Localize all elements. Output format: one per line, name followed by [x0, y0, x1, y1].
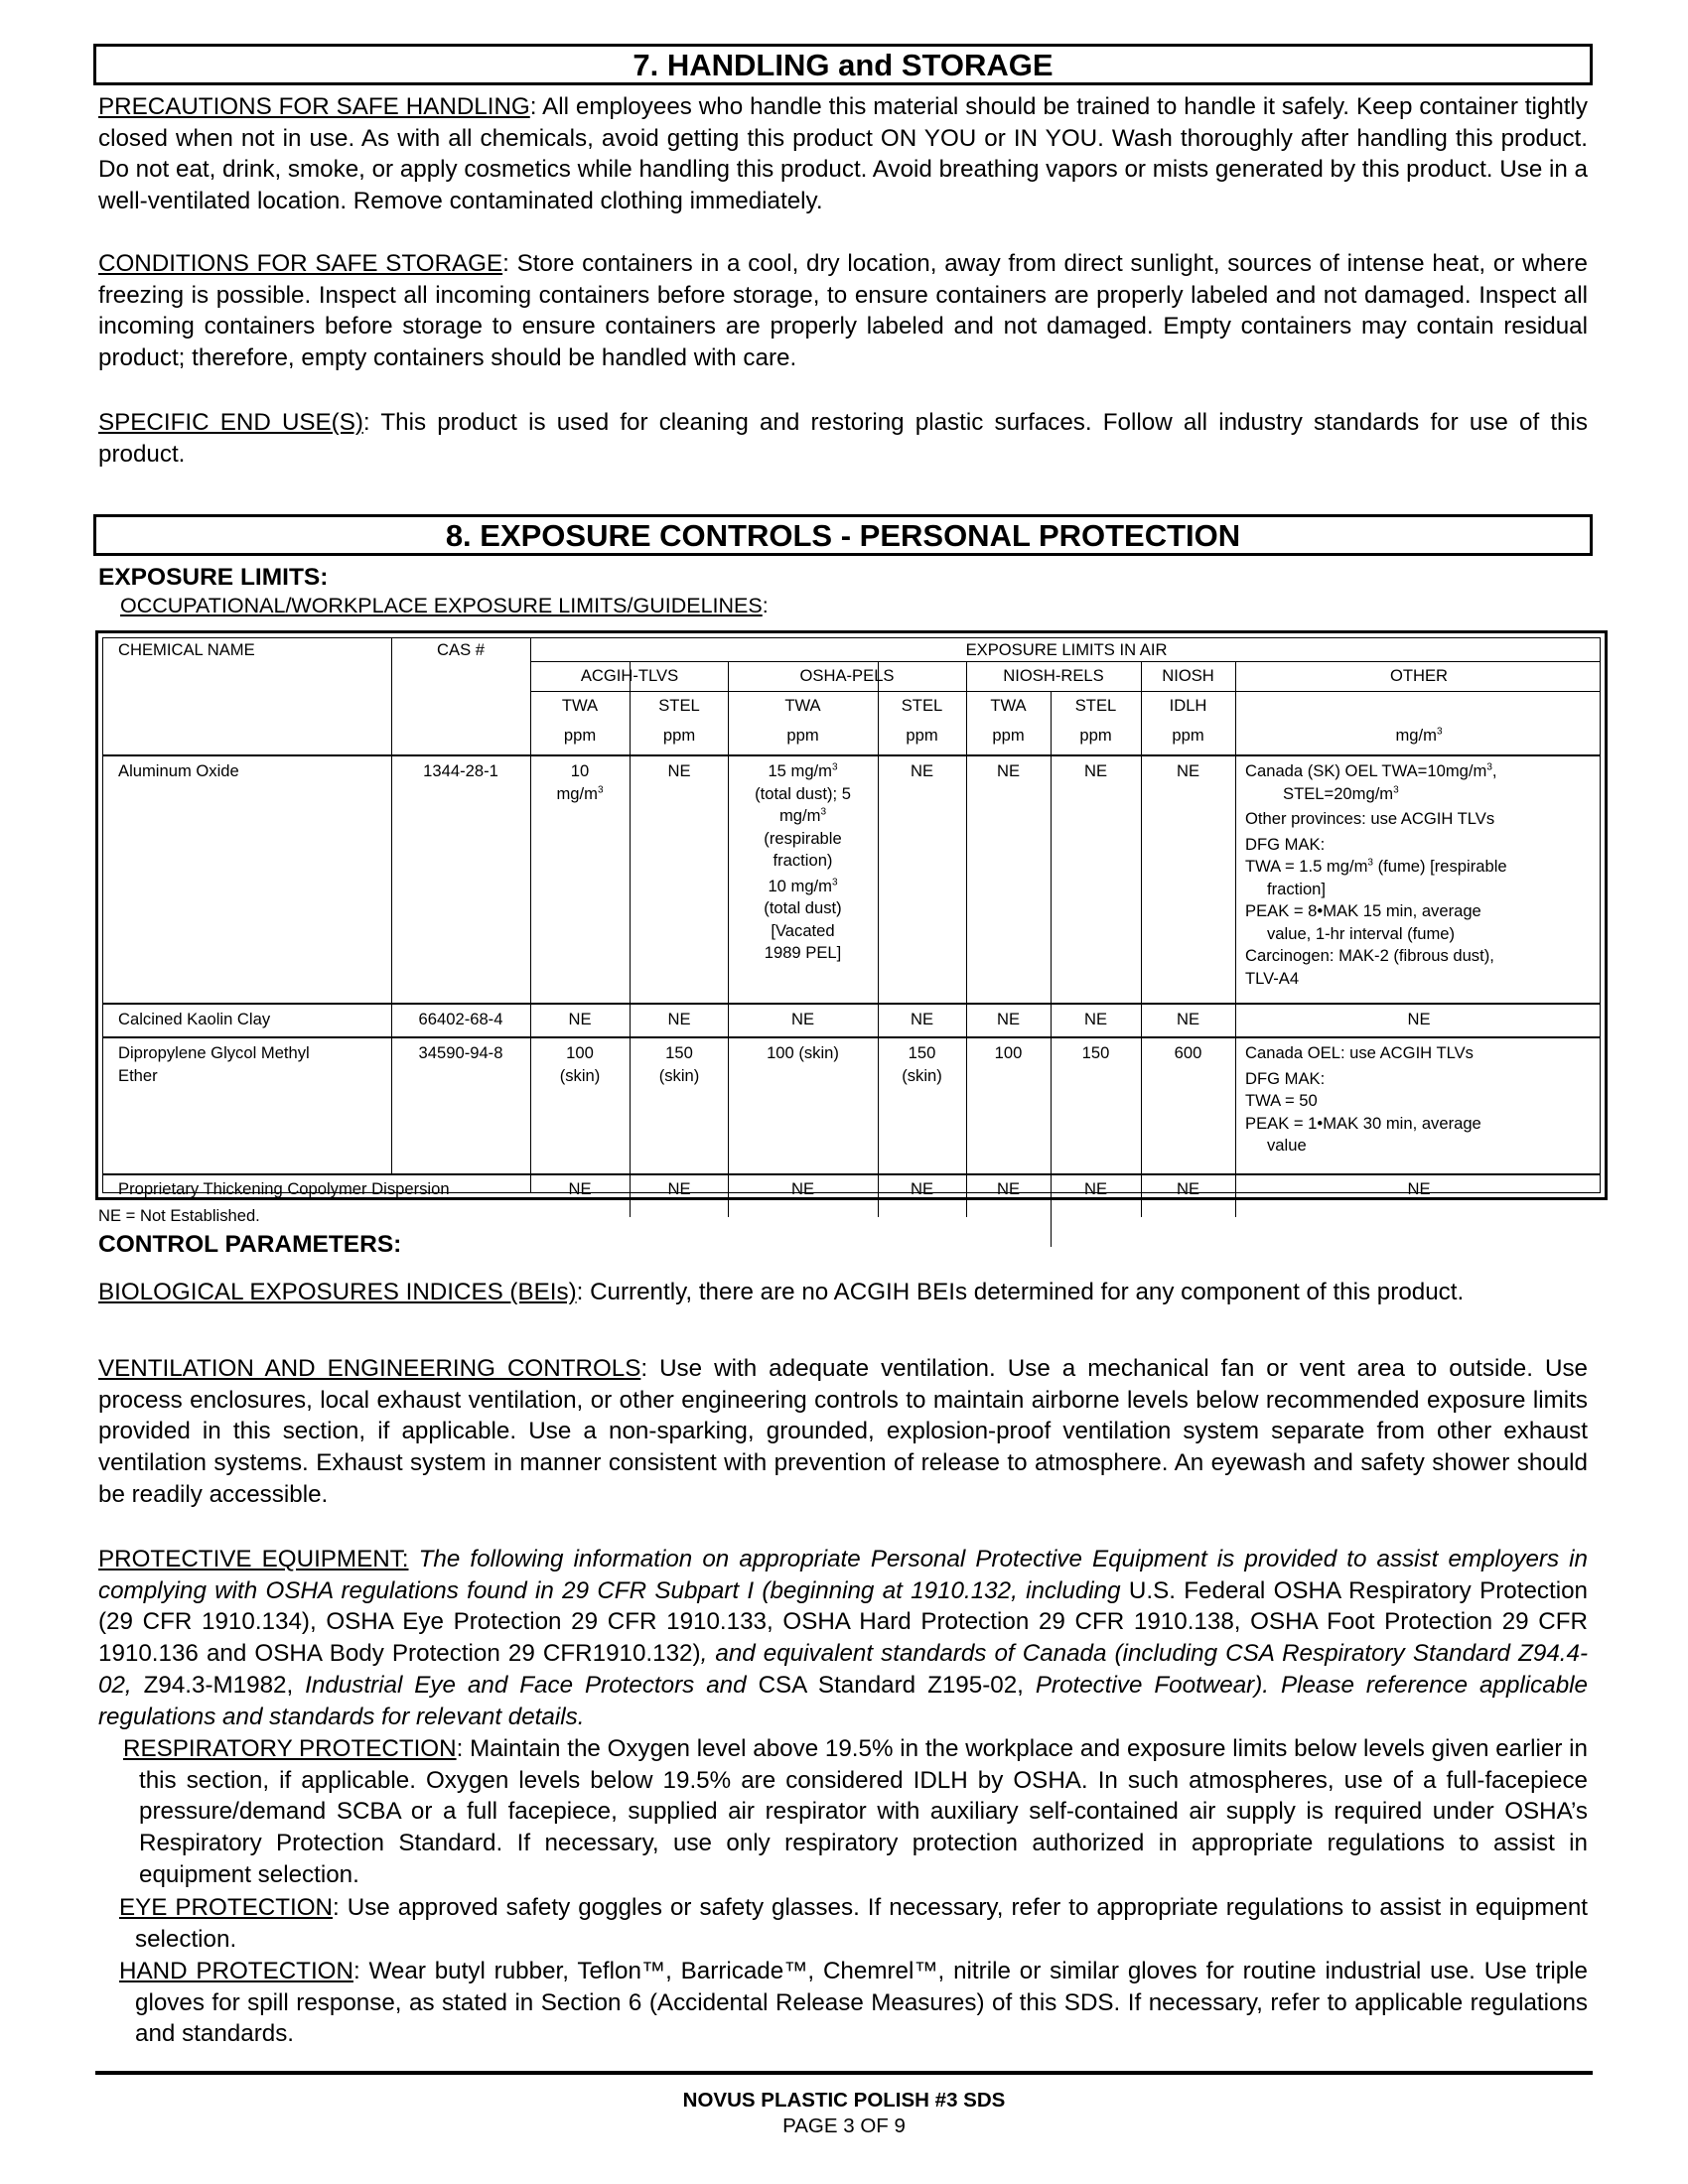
ne-note: NE = Not Established. [98, 1206, 260, 1225]
row-kaolin-niosh-stel: NE [1083, 1010, 1108, 1028]
header-niosh-twa: TWA [990, 696, 1027, 715]
unit-ppm: ppm [1079, 726, 1112, 745]
header-osha-stel: STEL [901, 696, 943, 715]
row-aluminum-oxide-niosh-twa: NE [996, 761, 1021, 780]
row-kaolin-idlh: NE [1176, 1010, 1200, 1028]
section-7-header: 7. HANDLING and STORAGE [93, 44, 1593, 85]
precautions-paragraph [98, 91, 1588, 217]
storage-paragraph [98, 248, 1588, 374]
footer-rule [95, 2071, 1593, 2075]
eye-paragraph [119, 1892, 1588, 1955]
row-proprietary-idlh: NE [1176, 1179, 1200, 1198]
row-proprietary-acgih-twa: NE [568, 1179, 592, 1198]
end-use-paragraph [98, 407, 1588, 470]
header-cas: CAS # [437, 640, 485, 659]
row-proprietary-niosh-stel: NE [1083, 1179, 1108, 1198]
storage-label: CONDITIONS FOR SAFE STORAGE [98, 250, 503, 277]
respiratory-label: RESPIRATORY PROTECTION [123, 1735, 457, 1762]
row-kaolin-osha-stel: NE [910, 1010, 934, 1028]
row-aluminum-oxide-name: Aluminum Oxide [118, 761, 239, 780]
header-idlh: IDLH [1169, 696, 1207, 715]
row-dpgme-cas: 34590-94-8 [418, 1043, 503, 1062]
header-niosh-stel: STEL [1074, 696, 1117, 715]
header-osha-twa: TWA [784, 696, 821, 715]
row-dpgme-niosh-twa: 100 [994, 1043, 1023, 1062]
exposure-limits-heading: EXPOSURE LIMITS: [98, 564, 329, 591]
header-osha-pels: OSHA-PELS [799, 666, 895, 685]
row-proprietary-acgih-stel: NE [667, 1179, 691, 1198]
unit-ppm: ppm [1172, 726, 1204, 745]
row-dpgme-acgih-twa: 100 (skin) [559, 1043, 601, 1085]
bei-label: BIOLOGICAL EXPOSURES INDICES (BEIs) [98, 1279, 577, 1305]
unit-ppm: ppm [992, 726, 1025, 745]
unit-ppm: ppm [662, 726, 696, 745]
hand-paragraph [119, 1956, 1588, 2050]
header-exposure-limits-in-air: EXPOSURE LIMITS IN AIR [965, 640, 1168, 659]
row-dpgme-osha-twa: 100 (skin) [767, 1043, 839, 1062]
row-proprietary-niosh-twa: NE [996, 1179, 1021, 1198]
row-dpgme-idlh: 600 [1174, 1043, 1202, 1062]
row-dpgme-other: Canada OEL: use ACGIH TLVs DFG MAK: TWA = 50 PEAK = 1•MAK 30 min, average value [1245, 1043, 1481, 1155]
bei-paragraph [98, 1277, 1588, 1308]
respiratory-text: : Maintain the Oxygen level above 19.5% in the workplace and exposure limits below levels given earlier in this section, if applicable. Oxygen levels below 19.5% are considered IDLH by OSHA. In such atmospheres, use of a full-facepiece pressure/demand SCBA or a full facepiece, supplied air respirator with auxiliary self-contained air supply is required under OSHA’s Respiratory Protection Standard. If necessary, use only respiratory protection authorized in appropriate regulations to assist in equipment selection. [139, 1735, 1588, 1888]
end-use-label: SPECIFIC END USE(S) [98, 409, 363, 436]
bei-text: : Currently, there are no ACGIH BEIs determined for any component of this product. [576, 1279, 1465, 1305]
row-proprietary-osha-stel: NE [910, 1179, 934, 1198]
header-acgih-tlvs: ACGIH-TLVS [580, 666, 679, 685]
ventilation-text: : Use with adequate ventilation. Use a mechanical fan or vent area to outside. Use process enclosures, local exhaust ventilation, or other engineering controls to maintain airborne levels below recommended exposure limits provided in this section, if applicable. Use a non-sparking, grounded, explosion-proof ventilation system separate from other exhaust ventilation systems. Exhaust system in manner consistent with prevention of release to atmosphere. An eyewash and safety shower should be readily accessible. [98, 1355, 1588, 1508]
row-kaolin-acgih-stel: NE [667, 1010, 691, 1028]
row-aluminum-oxide-idlh: NE [1176, 761, 1200, 780]
row-kaolin-acgih-twa: NE [568, 1010, 592, 1028]
precautions-label: PRECAUTIONS FOR SAFE HANDLING [98, 93, 530, 120]
row-dpgme-niosh-stel: 150 [1081, 1043, 1110, 1062]
row-aluminum-oxide-osha-twa: 15 $mg/m^3$ (total dust); 5 $mg/m^3$ (respirable fraction) 10 $mg/m^3$ (total dust) [Vacated 1989 PEL] [755, 761, 851, 962]
eye-text: : Use approved safety goggles or safety glasses. If necessary, refer to appropriate regulations to assist in equipment selection. [135, 1894, 1589, 1953]
row-aluminum-oxide-acgih-stel: NE [667, 761, 691, 780]
row-proprietary-other: NE [1407, 1179, 1431, 1198]
precautions-text: : All employees who handle this material should be trained to handle it safely. Keep container tightly closed when not in use. As with all chemicals, avoid getting this product ON YOU or IN YOU. Wash thoroughly after handling this product. Do not eat, drink, smoke, or apply cosmetics while handling this product. Avoid breathing vapors or mists generated by this product. Use in a well-ventilated location. Remove contaminated clothing immediately. [98, 93, 1588, 215]
storage-text: : Store containers in a cool, dry location, away from direct sunlight, sources of intense heat, or where freezing is possible. Inspect all incoming containers before storage, to ensure containers are properly labeled and not damaged. Inspect all incoming containers before storage to ensure containers are properly labeled and not damaged. Empty containers may contain residual product; therefore, empty containers should be handled with care. [98, 250, 1588, 372]
row-aluminum-oxide-other: Canada (SK) OEL $TWA=10mg/m^3$, $STEL=20mg/m^3$ Other provinces: use ACGIH TLVs DFG MAK: TWA = 1.5 $mg/m^3$ (fume) [respirable fraction] PEAK = 8•MAK 15 min, average value, 1-hr interval (fume) Carcinogen: MAK-2 (fibrous dust), TLV-A4 [1245, 761, 1507, 988]
occupational-subheading: OCCUPATIONAL/WORKPLACE EXPOSURE LIMITS/GUIDELINES: [120, 594, 769, 617]
row-aluminum-oxide-cas: 1344-28-1 [423, 761, 498, 780]
hand-text: : Wear butyl rubber, Teflon™, Barricade™, Chemrel™, nitrile or similar gloves for routine industrial use. Use triple gloves for spill response, as stated in Section 6 (Accidental Release Measures) of this SDS. If necessary, refer to applicable regulations and standards. [135, 1958, 1588, 2048]
unit-ppm: ppm [906, 726, 938, 745]
row-aluminum-oxide-osha-stel: NE [910, 761, 934, 780]
row-kaolin-other: NE [1407, 1010, 1431, 1028]
ventilation-paragraph [98, 1353, 1588, 1511]
end-use-text: : This product is used for cleaning and restoring plastic surfaces. Follow all industry standards for use of this product. [98, 409, 1588, 468]
row-aluminum-oxide-niosh-stel: NE [1083, 761, 1108, 780]
row-kaolin-cas: 66402-68-4 [418, 1010, 503, 1028]
unit-mgm3: $mg/m^3$ [1395, 726, 1443, 745]
exposure-limits-table [95, 630, 1608, 1200]
footer-page-number: PAGE 3 OF 9 [782, 2115, 906, 2137]
section-8-header: 8. EXPOSURE CONTROLS - PERSONAL PROTECTION [93, 514, 1593, 556]
header-niosh: NIOSH [1162, 666, 1214, 685]
row-kaolin-name: Calcined Kaolin Clay [118, 1010, 271, 1028]
row-kaolin-osha-twa: NE [790, 1010, 815, 1028]
control-parameters-heading: CONTROL PARAMETERS: [98, 1231, 402, 1258]
row-dpgme-osha-stel: 150 (skin) [902, 1043, 942, 1085]
row-proprietary-osha-twa: NE [790, 1179, 815, 1198]
respiratory-paragraph [123, 1733, 1588, 1891]
ventilation-label: VENTILATION AND ENGINEERING CONTROLS [98, 1355, 641, 1382]
protective-equipment-paragraph: PROTECTIVE EQUIPMENT: The following information on appropriate Personal Protective Equipment is provided to assist employers in complying with OSHA regulations found in 29 CFR Subpart I (beginning at 1910.132, including U.S. Federal OSHA Respiratory Protection (29 CFR 1910.134), OSHA Eye Protection 29 CFR 1910.133, OSHA Hard Protection 29 CFR 1910.138, OSHA Foot Protection 29 CFR 1910.136 and OSHA Body Protection 29 CFR1910.132), and equivalent standards of Canada (including CSA Respiratory Standard Z94.4-02, Z94.3-M1982, Industrial Eye and Face Protectors and CSA Standard Z195-02, Protective Footwear). Please reference applicable regulations and standards for relevant details. [98, 1546, 1588, 1730]
header-acgih-twa: TWA [561, 696, 599, 715]
protective-equipment-label: PROTECTIVE EQUIPMENT: [98, 1546, 409, 1572]
row-proprietary-name: Proprietary Thickening Copolymer Dispersion [118, 1179, 450, 1198]
occupational-label: OCCUPATIONAL/WORKPLACE EXPOSURE LIMITS/GUIDELINES [120, 594, 763, 617]
row-aluminum-oxide-acgih-twa: 10 $mg/m^3$ [556, 761, 604, 803]
header-chemical-name: CHEMICAL NAME [118, 640, 255, 659]
unit-ppm: ppm [786, 726, 819, 745]
header-niosh-rels: NIOSH-RELS [1003, 666, 1104, 685]
row-dpgme-acgih-stel: 150 (skin) [658, 1043, 700, 1085]
header-other: OTHER [1389, 666, 1449, 685]
footer-title: NOVUS PLASTIC POLISH #3 SDS [682, 2089, 1006, 2112]
row-dpgme-name: Dipropylene Glycol Methyl Ether [118, 1043, 310, 1085]
row-kaolin-niosh-twa: NE [996, 1010, 1021, 1028]
header-acgih-stel: STEL [658, 696, 700, 715]
eye-label: EYE PROTECTION [119, 1894, 333, 1921]
hand-label: HAND PROTECTION [119, 1958, 353, 1984]
unit-ppm: ppm [563, 726, 597, 745]
